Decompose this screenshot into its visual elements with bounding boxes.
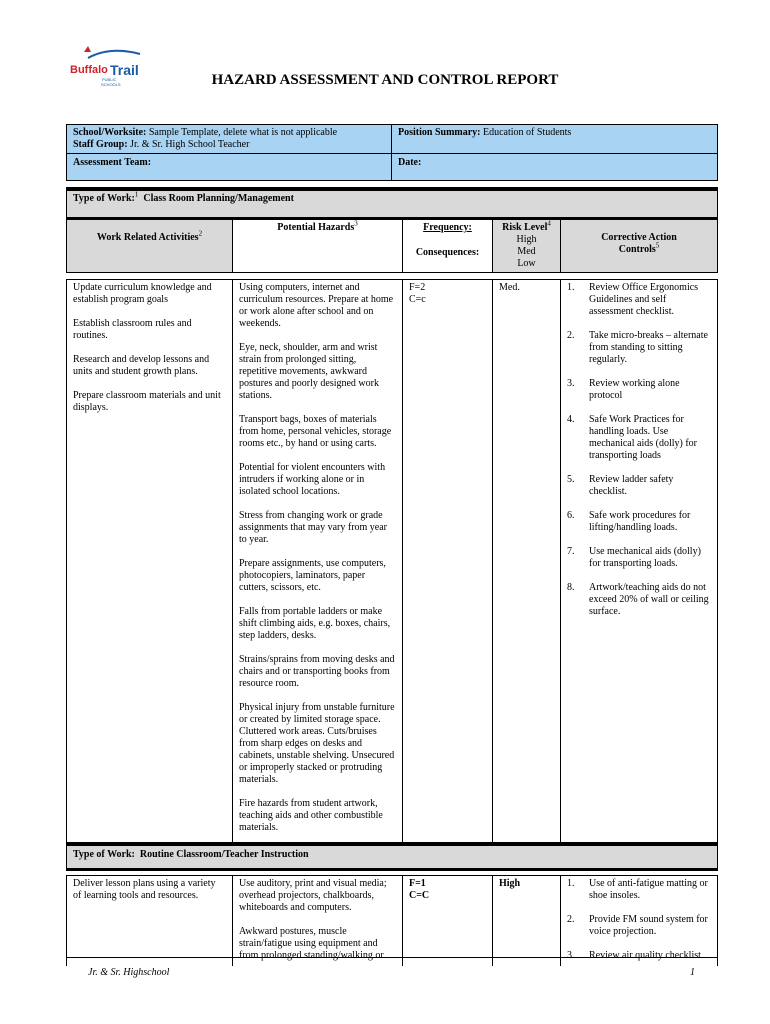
position-label: Position Summary:: [398, 127, 481, 138]
info-row-1: [66, 124, 718, 153]
logo-word-public: PUBLIC: [102, 77, 117, 82]
staff-label: Staff Group:: [73, 139, 128, 150]
controls-list: [567, 878, 711, 962]
hazard: Falls from portable ladders or make shift climbing aids, e.g. boxes, chairs, step ladders, desks.: [239, 606, 391, 641]
control-item: 3. Review working alone protocol: [567, 378, 680, 401]
logo-word-buffalo: Buffalo: [70, 64, 108, 76]
activity: Research and develop lessons and units and student growth plans.: [73, 354, 210, 377]
header-consequences: Consequences:: [415, 247, 480, 258]
header-frequency: Frequency:: [423, 222, 472, 233]
frequency-value: F=1: [409, 878, 426, 889]
control-item: 7. Use mechanical aids (dolly) for transporting loads.: [567, 546, 701, 569]
position-value: Education of Students: [483, 127, 572, 138]
type-of-work-label-1: Type of Work:: [73, 193, 135, 204]
hazard: Eye, neck, shoulder, arm and wrist strain from prolonged sitting, repetitive movements, awkward postures and poorly designed work stations.: [239, 342, 379, 401]
type-of-work-value-2: Routine Classroom/Teacher Instruction: [139, 849, 309, 860]
consequence-value: C=C: [409, 890, 430, 901]
footer-rule: [66, 957, 718, 958]
activity: Prepare classroom materials and unit displays.: [73, 390, 221, 413]
hazard: Strains/sprains from moving desks and chairs and or transporting books from resource room.: [239, 654, 395, 689]
risk-low: Low: [517, 258, 536, 269]
hazard: Use auditory, print and visual media; overhead projectors, chalkboards, whiteboards and computers.: [239, 878, 387, 913]
assessment-team-label: Assessment Team:: [73, 157, 152, 168]
hazard: Transport bags, boxes of materials from home, personal vehicles, storage rooms etc., by hand or using carts.: [239, 414, 392, 449]
hazard-row-1: [66, 279, 718, 842]
risk-high: High: [516, 234, 537, 245]
consequence-value: C=c: [409, 294, 426, 305]
control-item: 8. Artwork/teaching aids do not exceed 20% of wall or ceiling surface.: [567, 582, 709, 617]
activity: Update curriculum knowledge and establish program goals: [73, 282, 212, 305]
control-item: 1. Review Office Ergonomics Guidelines and self assessment checklist.: [567, 282, 699, 317]
school-label: School/Worksite:: [73, 127, 147, 138]
controls-list: [567, 282, 711, 618]
info-row-2: [66, 153, 718, 181]
footer-left: Jr. & Sr. Highschool: [88, 967, 170, 978]
control-item: 2. Provide FM sound system for voice projection.: [567, 914, 708, 937]
hazard-row-2: [66, 875, 718, 966]
hazard: Prepare assignments, use computers, photocopiers, laminators, paper cutters, scissors, etc.: [239, 558, 386, 593]
type-of-work-value-1: Class Room Planning/Management: [143, 193, 294, 204]
page-title: HAZARD ASSESSMENT AND CONTROL REPORT: [211, 72, 559, 88]
risk-value: High: [499, 878, 521, 889]
school-value: Sample Template, delete what is not applicable: [148, 127, 338, 138]
header-corrective-action: Corrective Action: [601, 232, 677, 243]
logo-word-schools: SCHOOLS: [101, 82, 121, 87]
control-item: 4. Safe Work Practices for handling loads. Use mechanical aids (dolly) for transporting loads: [567, 414, 698, 461]
type-of-work-label-2: Type of Work:: [73, 849, 135, 860]
header-controls: Controls: [618, 244, 656, 255]
date-label: Date:: [398, 157, 422, 168]
control-item: 1. Use of anti-fatigue matting or shoe insoles.: [567, 878, 708, 901]
header-hazards: Potential Hazards: [277, 222, 355, 233]
column-headers: Work Related Activities$^2$ Potential Hazards$^3$ Frequency: Consequences: Risk Level$^4$ High Med Low Corrective Action Controls$^5$: [66, 220, 718, 273]
page-number: 1: [690, 967, 695, 978]
risk-med: Med: [517, 246, 536, 257]
header-risk-level: Risk Level: [502, 222, 548, 233]
control-item: 2. Take micro-breaks – alternate from standing to sitting regularly.: [567, 330, 708, 365]
risk-value: Med.: [499, 282, 520, 293]
hazard: Physical injury from unstable furniture or created by limited storage space. Cluttered work areas. Cuts/bruises from sharp edges on desks and cabinets, unstable shelving. Unsecured or improperly stacked or protruding materials.: [239, 702, 395, 785]
section-type-of-work-1: [66, 187, 718, 220]
frequency-value: F=2: [409, 282, 426, 293]
hazard: Using computers, internet and curriculum resources. Prepare at home or work alone after school and on weekends.: [239, 282, 394, 329]
control-item: 6. Safe work procedures for lifting/handling loads.: [567, 510, 691, 533]
logo-word-trail: Trail: [110, 62, 139, 78]
control-item: 5. Review ladder safety checklist.: [567, 474, 674, 497]
hazard: Stress from changing work or grade assignments that may vary from year to year.: [239, 510, 388, 545]
header-activities: Work Related Activities: [96, 232, 199, 243]
staff-value: Jr. & Sr. High School Teacher: [130, 139, 250, 150]
hazard: Fire hazards from student artwork, teaching aids and other combustible materials.: [239, 798, 383, 833]
hazard: Awkward postures, muscle strain/fatigue using equipment and from prolonged standing/walking or: [239, 926, 384, 961]
activity: Establish classroom rules and routines.: [73, 318, 192, 341]
footnote-1: 1: [134, 190, 139, 199]
hazard: Potential for violent encounters with intruders if working alone or in isolated school locations.: [239, 462, 386, 497]
activity: Deliver lesson plans using a variety of learning tools and resources.: [73, 878, 216, 901]
control-item: 3. Review air quality checklist: [567, 950, 701, 961]
section-type-of-work-2: [66, 842, 718, 871]
report-table: [66, 124, 718, 966]
